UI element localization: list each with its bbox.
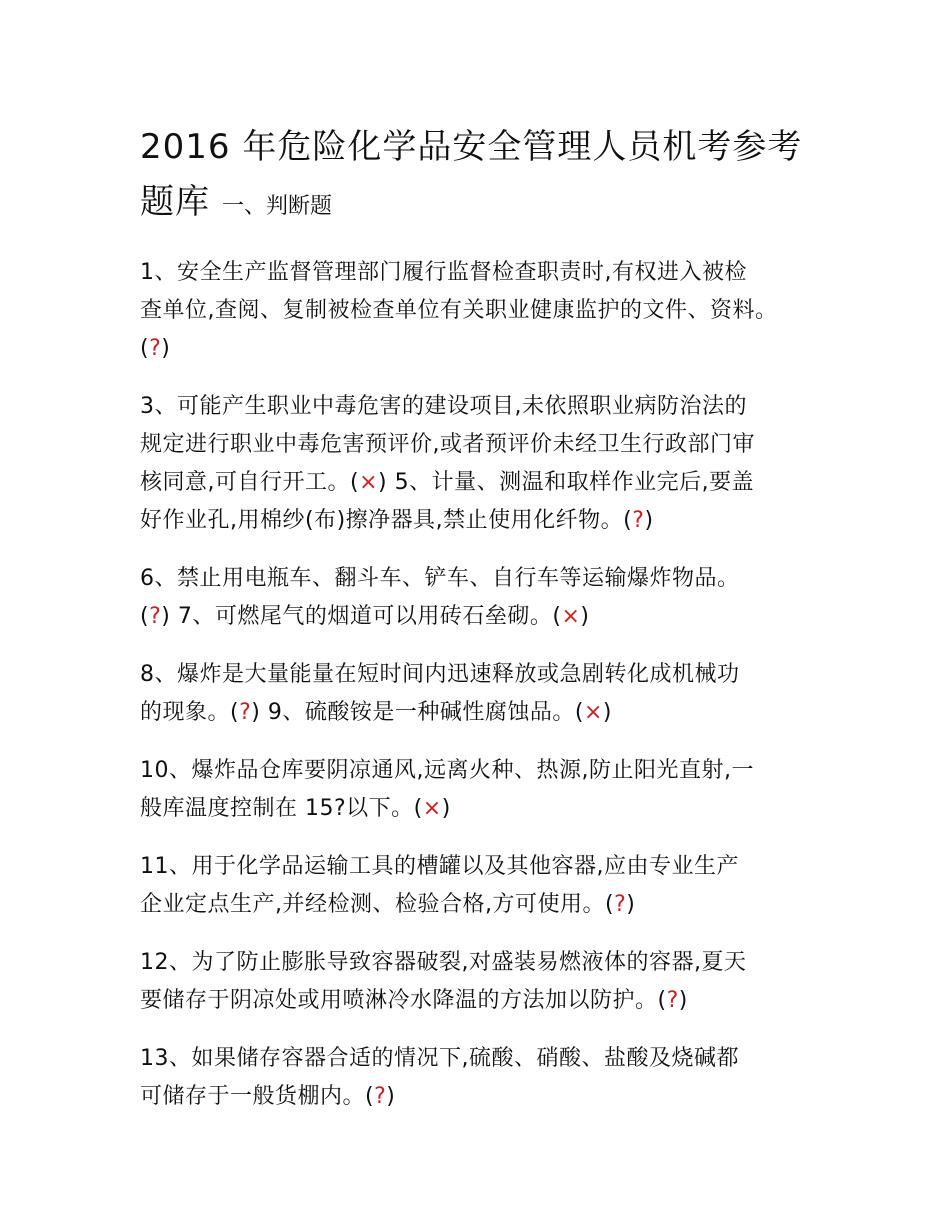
answer-true-mark: ? — [614, 892, 627, 917]
question-line: 13、如果储存容器合适的情况下,硫酸、硝酸、盐酸及烧碱都 — [140, 1046, 739, 1071]
question-line: 企业定点生产,并经检测、检验合格,方可使用。(?) — [140, 892, 636, 917]
answer-false-mark: × — [359, 470, 379, 495]
answer-false-mark: × — [561, 604, 581, 629]
section-heading: 一、判断题 — [222, 194, 333, 219]
answer-true-mark: ? — [149, 336, 162, 361]
answer-false-mark: × — [422, 796, 442, 821]
question-paragraph — [140, 656, 820, 732]
question-line: 3、可能产生职业中毒危害的建设项目,未依照职业病防治法的 — [140, 394, 747, 419]
question-paragraph — [140, 388, 820, 540]
answer-true-mark: ? — [632, 508, 645, 533]
question-line: 般库温度控制在 15?以下。(×) — [140, 796, 451, 821]
question-line: 查单位,查阅、复制被检查单位有关职业健康监护的文件、资料。 — [140, 298, 778, 323]
question-line: 要储存于阴凉处或用喷淋冷水降温的方法加以防护。(?) — [140, 988, 688, 1013]
question-paragraph — [140, 848, 820, 924]
question-line: 8、爆炸是大量能量在短时间内迅速释放或急剧转化成机械功 — [140, 662, 740, 687]
answer-true-mark: ? — [239, 700, 252, 725]
answer-false-mark: × — [583, 700, 603, 725]
question-list — [140, 254, 820, 1116]
question-paragraph — [140, 560, 820, 636]
document-page — [140, 118, 820, 1116]
question-line: 11、用于化学品运输工具的槽罐以及其他容器,应由专业生产 — [140, 854, 739, 879]
answer-true-mark: ? — [374, 1084, 387, 1109]
document-title: 2016 年危险化学品安全管理人员机考参考 — [140, 127, 803, 167]
document-title-tail: 题库 — [140, 182, 210, 222]
question-line: 核同意,可自行开工。(×) 5、计量、测温和取样作业完后,要盖 — [140, 470, 755, 495]
question-line: (?) — [140, 336, 171, 361]
question-line: 好作业孔,用棉纱(布)擦净器具,禁止使用化纤物。(?) — [140, 508, 654, 533]
document-title-continued — [140, 176, 820, 234]
question-paragraph — [140, 254, 820, 368]
question-paragraph — [140, 752, 820, 828]
question-line: 1、安全生产监督管理部门履行监督检查职责时,有权进入被检 — [140, 260, 747, 285]
answer-true-mark: ? — [666, 988, 679, 1013]
question-line: (?) 7、可燃尾气的烟道可以用砖石垒砌。(×) — [140, 604, 590, 629]
question-paragraph — [140, 1040, 820, 1116]
question-paragraph — [140, 944, 820, 1020]
question-line: 规定进行职业中毒危害预评价,或者预评价未经卫生行政部门审 — [140, 432, 755, 457]
question-line: 10、爆炸品仓库要阴凉通风,远离火种、热源,防止阳光直射,一 — [140, 758, 754, 783]
question-line: 可储存于一般货棚内。(?) — [140, 1084, 396, 1109]
question-line: 12、为了防止膨胀导致容器破裂,对盛装易燃液体的容器,夏天 — [140, 950, 747, 975]
answer-true-mark: ? — [149, 604, 162, 629]
question-line: 的现象。(?) 9、硫酸铵是一种碱性腐蚀品。(×) — [140, 700, 613, 725]
question-line: 6、禁止用电瓶车、翻斗车、铲车、自行车等运输爆炸物品。 — [140, 566, 740, 591]
